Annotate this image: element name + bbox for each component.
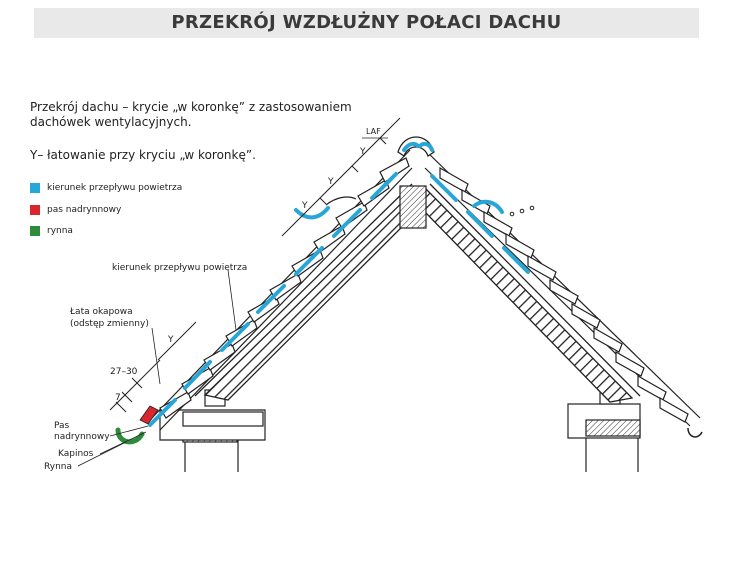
description-line-1: Przekrój dachu – krycie „w koronkę” z zastosowaniem [30, 100, 352, 114]
label-y-1: Y [360, 147, 366, 157]
label-y-4: Y [168, 335, 174, 345]
label-laf: LAF [366, 127, 381, 136]
label-eaves-batten-2: (odstęp zmienny) [70, 319, 149, 329]
label-dim-7: 7 [115, 393, 121, 403]
label-airflow: kierunek przepływu powietrza [112, 263, 248, 273]
label-dim-27-30: 27–30 [110, 367, 138, 377]
description-line-2: dachówek wentylacyjnych. [30, 115, 192, 129]
ridge-beam [400, 186, 426, 228]
right-gutter [688, 428, 702, 437]
label-kapinos: Kapinos [58, 449, 94, 459]
legend-label-pas: pas nadrynnowy [47, 205, 122, 215]
right-tiles [425, 150, 700, 426]
label-eaves-batten-1: Łata okapowa [70, 307, 133, 317]
legend-label-rynna: rynna [47, 226, 73, 236]
label-y-2: Y [328, 177, 334, 187]
legend-label-airflow: kierunek przepływu powietrza [47, 183, 183, 193]
label-pas-1: Pas [54, 421, 70, 431]
label-y-3: Y [302, 201, 308, 211]
label-rynna: Rynna [44, 462, 73, 472]
page-title: PRZEKRÓJ WZDŁUŻNY POŁACI DACHU [171, 12, 562, 33]
right-wall [568, 390, 640, 472]
label-pas-2: nadrynnowy [54, 432, 110, 442]
right-rafter-insulation [425, 184, 640, 402]
air-bubbles [510, 206, 534, 216]
description-line-3: Y– łatowanie przy kryciu „w koronkę”. [30, 148, 256, 162]
